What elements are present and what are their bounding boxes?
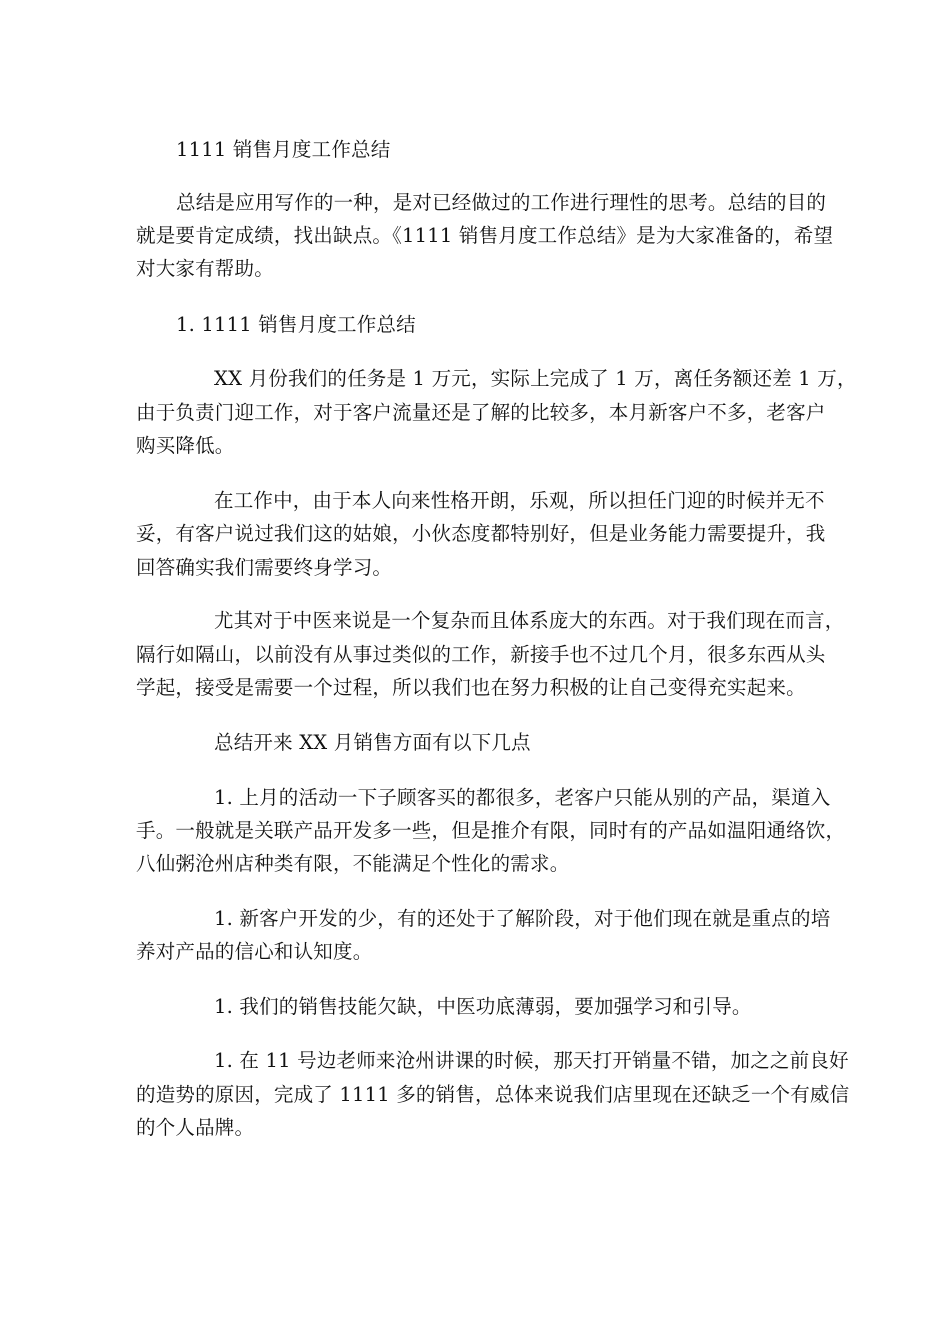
point-4-line-1: 1. 在 11 号边老师来沧州讲课的时候，那天打开销量不错，加之之前良好 (214, 1049, 849, 1072)
point-1-line-2: 手。一般就是关联产品开发多一些，但是推介有限，同时有的产品如温阳通络饮， (136, 819, 846, 842)
paragraph-3-line-1: 尤其对于中医来说是一个复杂而且体系庞大的东西。对于我们现在而言， (214, 609, 845, 632)
document-title: 1111 销售月度工作总结 (176, 138, 391, 161)
paragraph-2-line-3: 回答确实我们需要终身学习。 (136, 556, 393, 579)
point-1-line-3: 八仙粥沧州店种类有限，不能满足个性化的需求。 (136, 852, 570, 875)
section-heading: 1. 1111 销售月度工作总结 (176, 313, 416, 336)
paragraph-1-line-2: 由于负责门迎工作，对于客户流量还是了解的比较多，本月新客户不多，老客户 (136, 401, 826, 424)
point-4-line-2: 的造势的原因，完成了 1111 多的销售，总体来说我们店里现在还缺乏一个有威信 (136, 1083, 850, 1106)
paragraph-1-line-3: 购买降低。 (136, 434, 235, 457)
point-1-line-1: 1. 上月的活动一下子顾客买的都很多，老客户只能从别的产品，渠道入 (214, 786, 831, 809)
paragraph-3-line-3: 学起，接受是需要一个过程，所以我们也在努力积极的让自己变得充实起来。 (136, 676, 806, 699)
paragraph-3-line-2: 隔行如隔山，以前没有从事过类似的工作，新接手也不过几个月，很多东西从头 (136, 643, 826, 666)
paragraph-2-line-2: 妥，有客户说过我们这的姑娘，小伙态度都特别好，但是业务能力需要提升，我 (136, 522, 826, 545)
point-2-line-2: 养对产品的信心和认知度。 (136, 940, 373, 963)
summary-heading: 总结开来 XX 月销售方面有以下几点 (214, 731, 531, 754)
intro-line-2: 就是要肯定成绩，找出缺点。《1111 销售月度工作总结》是为大家准备的，希望 (136, 224, 834, 247)
point-2-line-1: 1. 新客户开发的少，有的还处于了解阶段，对于他们现在就是重点的培 (214, 907, 831, 930)
paragraph-1-line-1: XX 月份我们的任务是 1 万元，实际上完成了 1 万，离任务额还差 1 万， (214, 367, 857, 390)
point-3-line-1: 1. 我们的销售技能欠缺，中医功底薄弱，要加强学习和引导。 (214, 995, 752, 1018)
paragraph-2-line-1: 在工作中，由于本人向来性格开朗，乐观，所以担任门迎的时候并无不 (214, 489, 825, 512)
point-4-line-3: 的个人品牌。 (136, 1116, 255, 1139)
intro-line-3: 对大家有帮助。 (136, 257, 274, 280)
intro-line-1: 总结是应用写作的一种，是对已经做过的工作进行理性的思考。总结的目的 (176, 191, 827, 214)
